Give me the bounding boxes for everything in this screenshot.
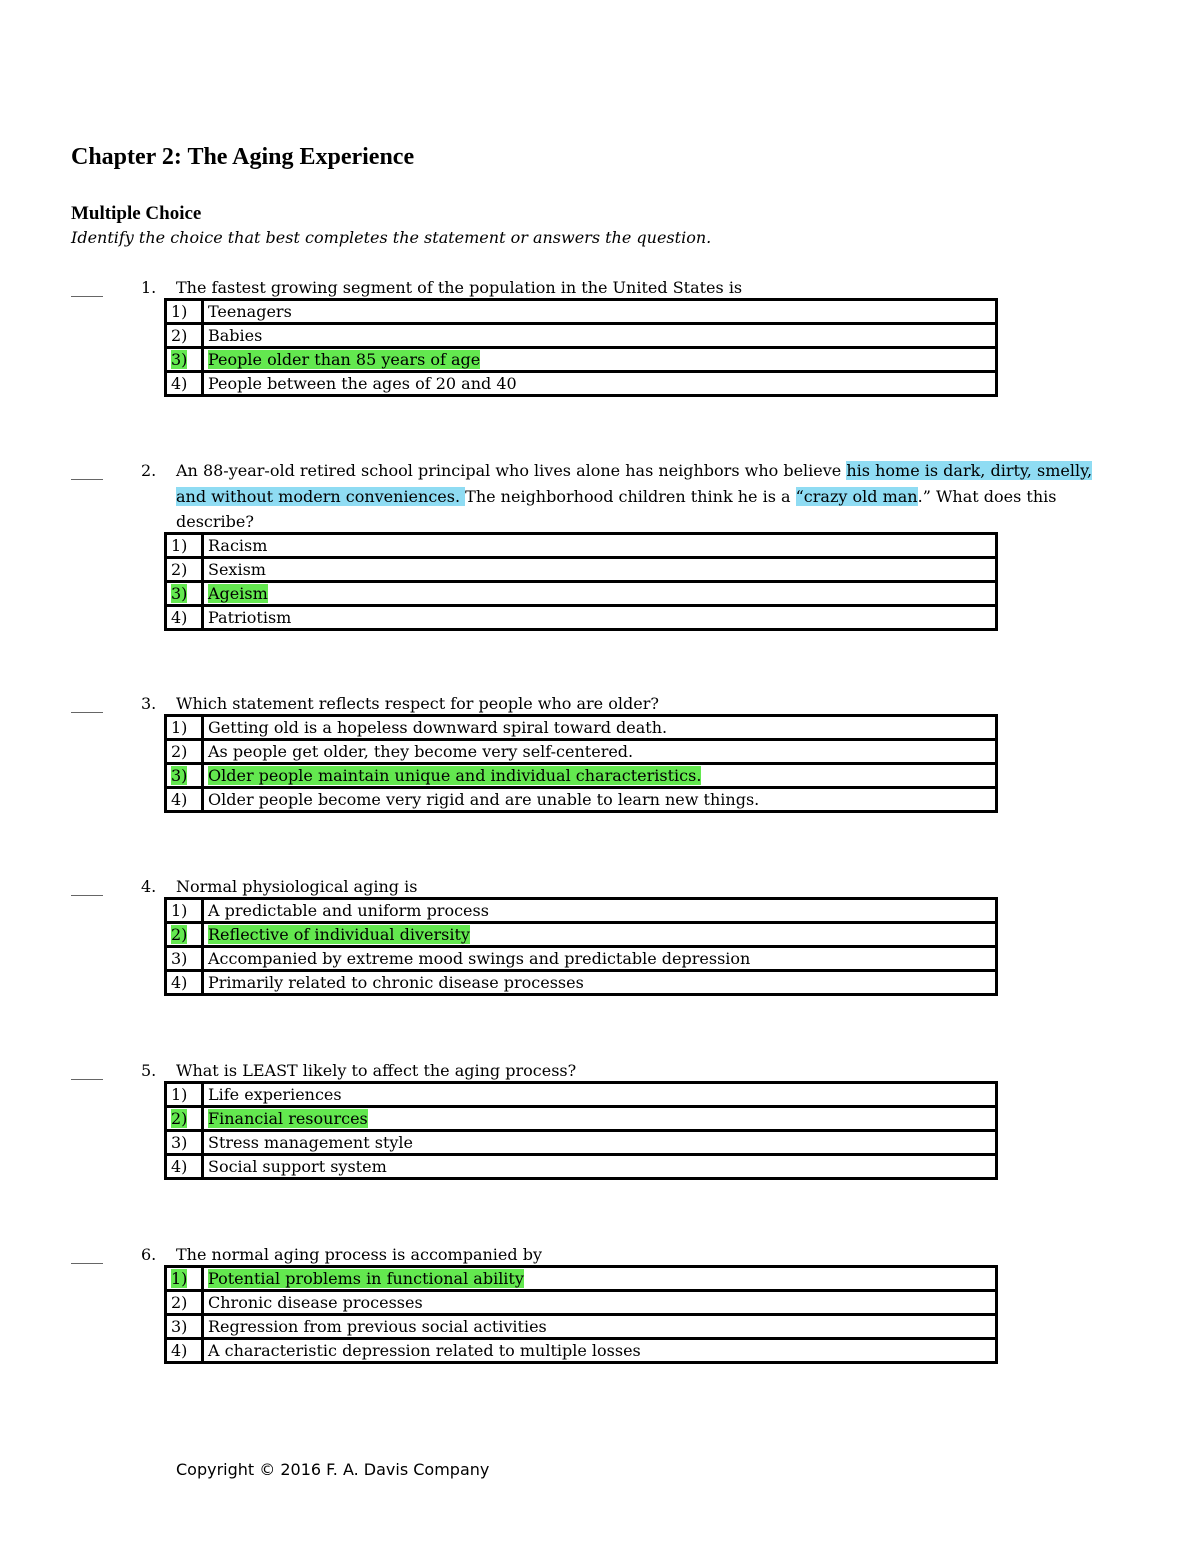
choice-text: Getting old is a hopeless downward spiral toward death.: [203, 716, 997, 740]
stem-highlight: his home is dark, dirty, smelly, and without modern conveniences.: [176, 461, 1093, 506]
choice-table: [164, 1265, 998, 1364]
choice-number: 4): [166, 1339, 203, 1363]
instructions: Identify the choice that best completes the statement or answers the question.: [71, 228, 712, 247]
choice-text: Racism: [203, 534, 997, 558]
choice-number: 2): [166, 558, 203, 582]
choice-number: 3): [171, 350, 188, 369]
choice-text: Older people become very rigid and are unable to learn new things.: [203, 788, 997, 812]
choice-row: [166, 971, 997, 995]
section-title: Multiple Choice: [71, 203, 202, 224]
choice-row: [166, 606, 997, 630]
choice-table: [164, 298, 998, 397]
question-number: 6.: [141, 1245, 157, 1264]
choice-row: [166, 534, 997, 558]
choice-row: [166, 1155, 997, 1179]
choice-number: 4): [166, 372, 203, 396]
choice-text: Regression from previous social activities: [203, 1315, 997, 1339]
choice-row: [166, 558, 997, 582]
choice-text: Sexism: [203, 558, 997, 582]
choice-row: [166, 372, 997, 396]
question-stem: Which statement reflects respect for people who are older?: [176, 694, 659, 713]
question-stem: What is LEAST likely to affect the aging process?: [176, 1061, 577, 1080]
choice-text: Patriotism: [203, 606, 997, 630]
copyright-footer: Copyright © 2016 F. A. Davis Company: [176, 1460, 490, 1479]
choice-row: [166, 740, 997, 764]
choice-number: 2): [166, 324, 203, 348]
choice-text: Primarily related to chronic disease processes: [203, 971, 997, 995]
choice-text-highlighted: People older than 85 years of age: [208, 350, 481, 369]
choice-number: 3): [166, 1315, 203, 1339]
choice-number: 2): [166, 740, 203, 764]
choice-text: Accompanied by extreme mood swings and predictable depression: [203, 947, 997, 971]
answer-blank: ____: [71, 694, 103, 713]
question-stem: The normal aging process is accompanied by: [176, 1245, 542, 1264]
choice-number: 3): [166, 1131, 203, 1155]
question-stem: [176, 458, 1106, 535]
page-title: Chapter 2: The Aging Experience: [71, 144, 415, 170]
choice-text-highlighted: Financial resources: [208, 1109, 368, 1128]
choice-number: 1): [166, 716, 203, 740]
choice-row: [166, 716, 997, 740]
question-number: 1.: [141, 278, 157, 297]
question-stem: The fastest growing segment of the population in the United States is: [176, 278, 743, 297]
answer-blank: ____: [71, 877, 103, 896]
choice-row-answer: [166, 582, 997, 606]
stem-highlight: “crazy old man: [795, 486, 918, 506]
choice-text: Teenagers: [203, 300, 997, 324]
question-number: 2.: [141, 461, 157, 480]
choice-text: Babies: [203, 324, 997, 348]
choice-number: 1): [166, 899, 203, 923]
choice-number: 4): [166, 971, 203, 995]
choice-text: Social support system: [203, 1155, 997, 1179]
answer-blank: ____: [71, 1061, 103, 1080]
choice-number: 4): [166, 788, 203, 812]
choice-number: 4): [166, 606, 203, 630]
choice-row: [166, 788, 997, 812]
choice-number: 1): [166, 534, 203, 558]
stem-text: An 88-year-old retired school principal who lives alone has neighbors who believe: [176, 461, 847, 480]
choice-row: [166, 947, 997, 971]
choice-row-answer: [166, 923, 997, 947]
choice-row: [166, 1083, 997, 1107]
choice-number: 3): [171, 766, 188, 785]
answer-blank: ____: [71, 461, 103, 480]
choice-text: People between the ages of 20 and 40: [203, 372, 997, 396]
choice-text-highlighted: Older people maintain unique and individual characteristics.: [208, 766, 702, 785]
choice-number: 2): [166, 1291, 203, 1315]
question-stem: Normal physiological aging is: [176, 877, 418, 896]
choice-text-highlighted: Ageism: [208, 584, 268, 603]
stem-text: The neighborhood children think he is a: [465, 486, 796, 506]
choice-row: [166, 324, 997, 348]
choice-text: Stress management style: [203, 1131, 997, 1155]
choice-text-highlighted: Reflective of individual diversity: [208, 925, 470, 944]
choice-table: [164, 714, 998, 813]
choice-row-answer: [166, 348, 997, 372]
choice-text: As people get older, they become very self-centered.: [203, 740, 997, 764]
answer-blank: ____: [71, 278, 103, 297]
choice-number: 1): [166, 1083, 203, 1107]
choice-row: [166, 1291, 997, 1315]
stem-text: .” What does this describe?: [176, 486, 1057, 531]
choice-table: [164, 1081, 998, 1180]
choice-text-highlighted: Potential problems in functional ability: [208, 1269, 524, 1288]
choice-text: A characteristic depression related to multiple losses: [203, 1339, 997, 1363]
choice-row: [166, 1131, 997, 1155]
choice-text: Chronic disease processes: [203, 1291, 997, 1315]
choice-table: [164, 897, 998, 996]
choice-number: 2): [171, 1109, 188, 1128]
choice-row: [166, 899, 997, 923]
choice-row-answer: [166, 764, 997, 788]
choice-text: A predictable and uniform process: [203, 899, 997, 923]
choice-number: 3): [171, 584, 188, 603]
choice-number: 4): [166, 1155, 203, 1179]
question-number: 3.: [141, 694, 157, 713]
choice-number: 1): [171, 1269, 188, 1288]
choice-number: 1): [166, 300, 203, 324]
choice-number: 3): [166, 947, 203, 971]
choice-number: 2): [171, 925, 188, 944]
choice-row-answer: [166, 1267, 997, 1291]
choice-row: [166, 1339, 997, 1363]
question-number: 5.: [141, 1061, 157, 1080]
choice-row: [166, 1315, 997, 1339]
choice-row-answer: [166, 1107, 997, 1131]
question-number: 4.: [141, 877, 157, 896]
choice-row: [166, 300, 997, 324]
choice-text: Life experiences: [203, 1083, 997, 1107]
answer-blank: ____: [71, 1245, 103, 1264]
choice-table: [164, 532, 998, 631]
